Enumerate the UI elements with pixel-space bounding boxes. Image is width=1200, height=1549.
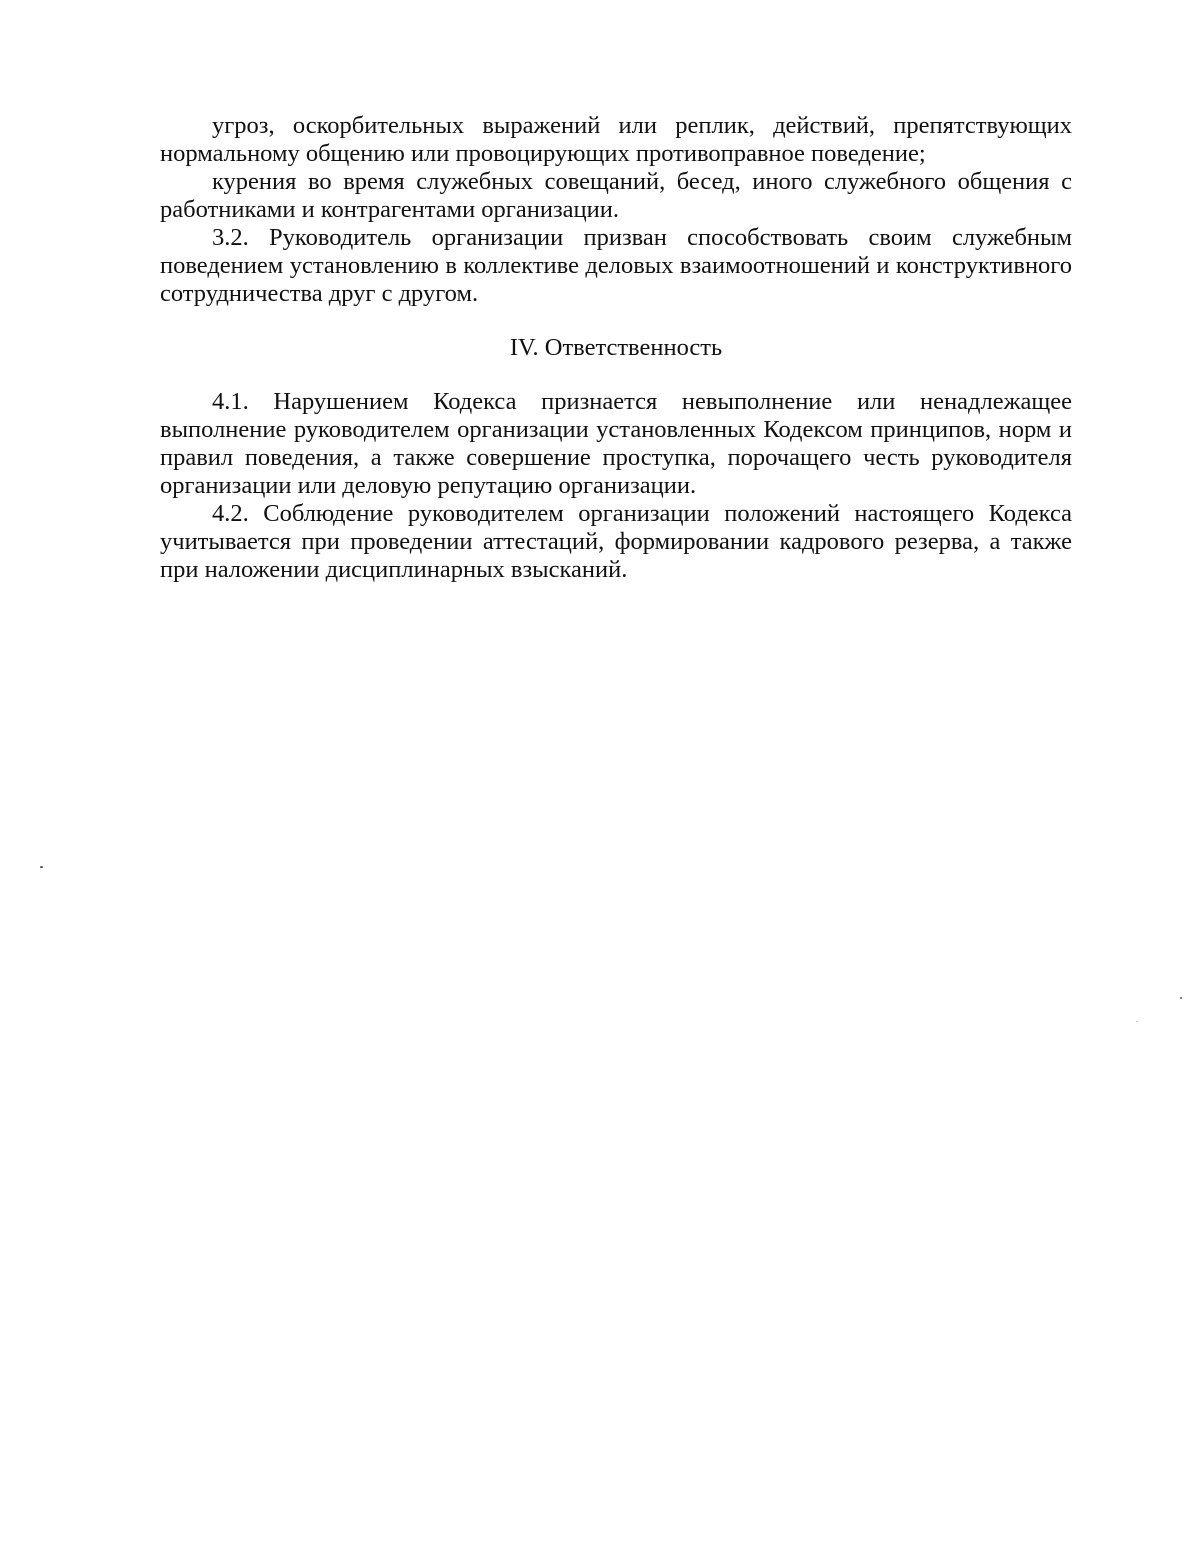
scan-speck	[40, 866, 43, 868]
page-content	[160, 112, 1072, 584]
paragraph-smoking: курения во время служебных совещаний, бесед, иного служебного общения с работниками и контрагентами организации.	[160, 168, 1072, 223]
paragraph-4-2: 4.2. Соблюдение руководителем организации положений настоящего Кодекса учитывается при проведении аттестаций, формировании кадрового резерва, а также при наложении дисциплинарных взысканий.	[160, 500, 1072, 583]
section-heading: IV. Ответственность	[509, 334, 723, 361]
scan-speck	[1180, 997, 1182, 999]
paragraph-4-1: 4.1. Нарушением Кодекса признается невыполнение или ненадлежащее выполнение руководителем организации установленных Кодексом принципов, норм и правил поведения, а также совершение проступка, порочащего честь руководителя организации или деловую репутацию организации.	[160, 388, 1072, 499]
paragraph-threats: угроз, оскорбительных выражений или реплик, действий, препятствующих нормальному общению или провоцирующих противоправное поведение;	[160, 112, 1072, 167]
scan-speck	[1136, 1021, 1138, 1022]
paragraph-3-2: 3.2. Руководитель организации призван способствовать своим служебным поведением установлению в коллективе деловых взаимоотношений и конструктивного сотрудничества друг с другом.	[160, 224, 1072, 307]
